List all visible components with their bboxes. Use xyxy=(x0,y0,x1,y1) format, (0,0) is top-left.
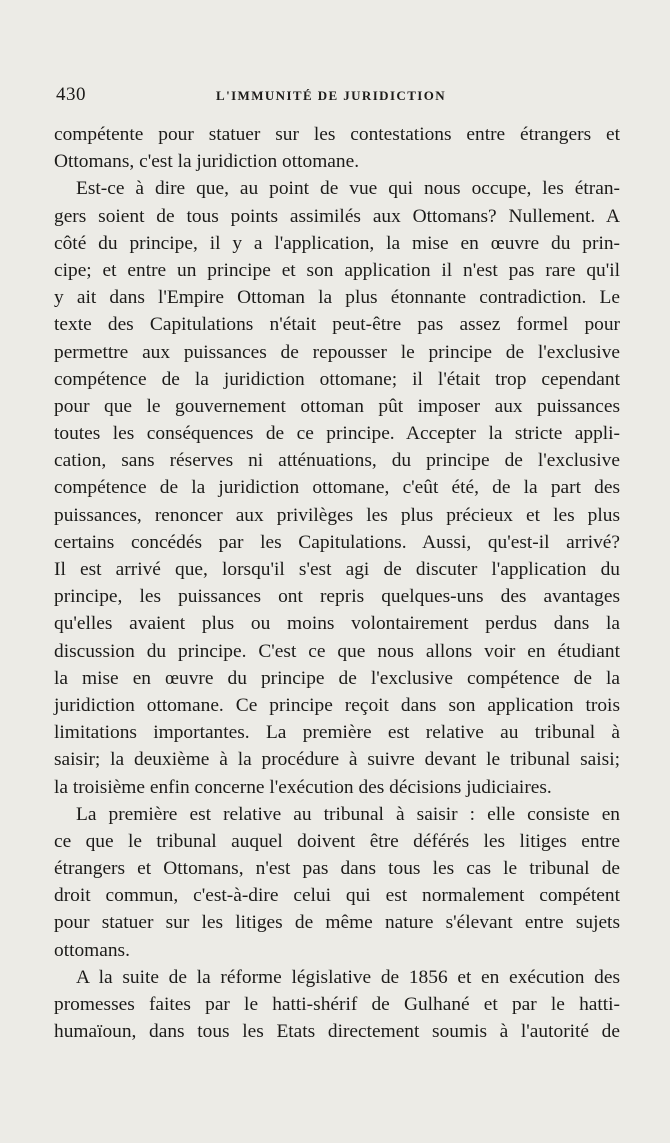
text-line: compétence de la juridiction ottomane; il l'était trop cependant xyxy=(54,368,620,390)
text-line: certains concédés par les Capitulations. Aussi, qu'est-il arrivé? xyxy=(54,531,620,553)
text-line: humaïoun, dans tous les Etats directement soumis à l'autorité de xyxy=(54,1021,620,1043)
text-line: qu'elles avaient plus ou moins volontairement perdus dans la xyxy=(54,613,620,635)
text-line: Est-ce à dire que, au point de vue qui nous occupe, les étran- xyxy=(76,178,620,200)
text-line: Ottomans, c'est la juridiction ottomane. xyxy=(54,151,360,173)
text-line: limitations importantes. La première est relative au tribunal à xyxy=(54,722,620,744)
text-line: ce que le tribunal auquel doivent être déférés les litiges entre xyxy=(54,830,620,852)
text-line: gers soient de tous points assimilés aux Ottomans? Nullement. A xyxy=(54,205,620,227)
body-text xyxy=(54,121,620,1045)
text-line: toutes les conséquences de ce principe. Accepter la stricte appli- xyxy=(54,423,620,445)
text-line: compétence de la juridiction ottomane, c'eût été, de la part des xyxy=(54,477,620,499)
text-line: discussion du principe. C'est ce que nous allons voir en étudiant xyxy=(54,640,620,662)
text-line: saisir; la deuxième à la procédure à suivre devant le tribunal saisi; xyxy=(54,749,620,771)
text-line: promesses faites par le hatti-shérif de Gulhané et par le hatti- xyxy=(54,994,620,1015)
page-header xyxy=(56,84,614,112)
text-line: étrangers et Ottomans, n'est pas dans tous les cas le tribunal de xyxy=(54,858,620,880)
page-number: 430 xyxy=(56,84,86,105)
text-line: compétente pour statuer sur les contestations entre étrangers et xyxy=(54,124,620,145)
text-line: puissances, renoncer aux privilèges les plus précieux et les plus xyxy=(54,504,620,526)
text-line: pour que le gouvernement ottoman pût imposer aux puissances xyxy=(54,395,620,417)
text-line: la mise en œuvre du principe de l'exclusive compétence de la xyxy=(54,667,620,689)
text-line: permettre aux puissances de repousser le principe de l'exclusive xyxy=(54,341,620,363)
text-line: A la suite de la réforme législative de 1856 et en exécution des xyxy=(76,966,620,988)
running-title: L'IMMUNITÉ DE JURIDICTION xyxy=(216,88,447,103)
text-line: texte des Capitulations n'était peut-être pas assez formel pour xyxy=(54,314,620,336)
text-line: côté du principe, il y a l'application, la mise en œuvre du prin- xyxy=(54,232,620,254)
text-line: y ait dans l'Empire Ottoman la plus étonnante contradiction. Le xyxy=(54,287,620,309)
text-line: principe, les puissances ont repris quelques-uns des avantages xyxy=(54,586,620,608)
text-line: Il est arrivé que, lorsqu'il s'est agi de discuter l'application du xyxy=(54,559,620,580)
text-line: pour statuer sur les litiges de même nature s'élevant entre sujets xyxy=(54,912,620,934)
text-line: droit commun, c'est-à-dire celui qui est normalement compétent xyxy=(54,885,620,907)
text-line: juridiction ottomane. Ce principe reçoit dans son application trois xyxy=(54,694,620,716)
text-line: cipe; et entre un principe et son application il n'est pas rare qu'il xyxy=(54,259,620,281)
text-line: la troisième enfin concerne l'exécution des décisions judiciaires. xyxy=(54,776,552,798)
text-line: cation, sans réserves ni atténuations, du principe de l'exclusive xyxy=(54,450,620,472)
text-line: La première est relative au tribunal à saisir : elle consiste en xyxy=(76,803,620,825)
text-line: ottomans. xyxy=(54,939,130,961)
